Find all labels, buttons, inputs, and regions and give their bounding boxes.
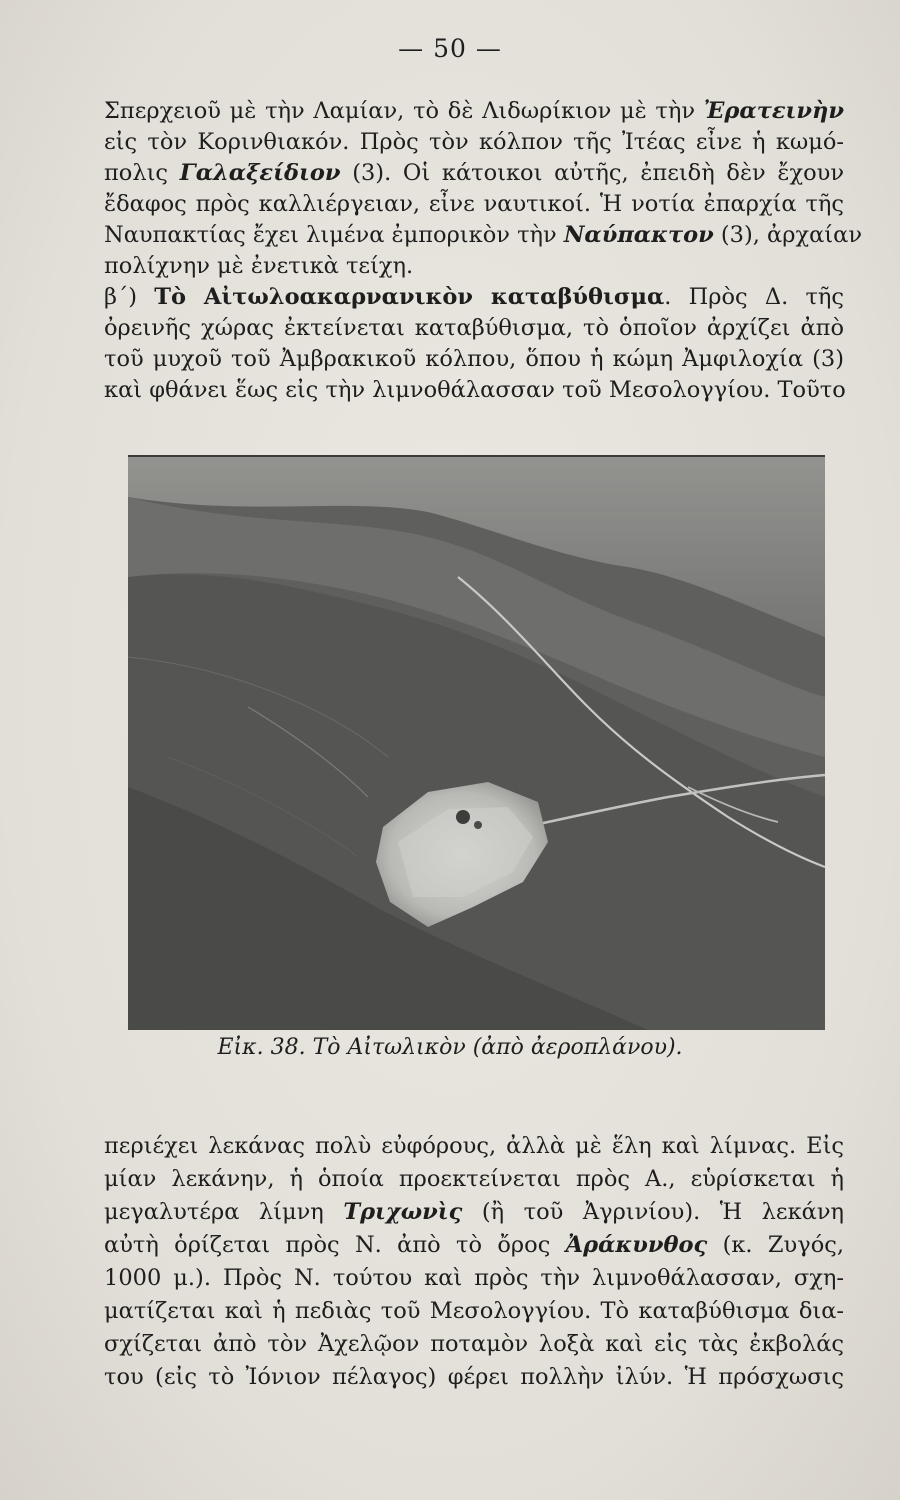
place-name: Γαλαξείδιον: [179, 160, 341, 186]
page-number: — 50 —: [398, 34, 502, 63]
paragraph-2: [104, 282, 844, 406]
text-line: πολίχνην μὲ ἐνετικὰ τείχη.: [104, 253, 414, 279]
text-line: ὀρεινῆς χώρας ἐκτείνεται καταβύθισμα, τὸ ὁποῖον ἀρχίζει ἀπὸ: [104, 315, 844, 341]
place-name: Ναύπακτον: [563, 222, 714, 248]
text-line: 1000 μ.). Πρὸς Ν. τούτου καὶ πρὸς τὴν λιμνοθάλασσαν, σχη-: [104, 1265, 844, 1291]
text-line: β΄) Τὸ Αἰτωλοακαρνανικὸν καταβύθισμα. Πρὸς Δ. τῆς: [104, 284, 844, 310]
bottom-text-block: [104, 1130, 844, 1394]
text-line: αὐτὴ ὁρίζεται πρὸς Ν. ἀπὸ τὸ ὄρος Ἀράκυνθος (κ. Ζυγός,: [104, 1232, 844, 1258]
place-name: Ἀράκυνθος: [565, 1232, 708, 1258]
text-line: περιέχει λεκάνας πολὺ εὐφόρους, ἀλλὰ μὲ ἕλη καὶ λίμνας. Εἰς: [104, 1133, 844, 1159]
text-line: εἰς τὸν Κορινθιακόν. Πρὸς τὸν κόλπον τῆς Ἰτέας εἶνε ἡ κωμό-: [104, 129, 844, 155]
figure-caption: Εἰκ. 38. Τὸ Αἰτωλικὸν (ἀπὸ ἀεροπλάνου).: [217, 1035, 683, 1060]
text-line: ματίζεται καὶ ἡ πεδιὰς τοῦ Μεσολογγίου. Τὸ καταβύθισμα δια-: [104, 1298, 844, 1324]
place-name: Τριχωνὶς: [343, 1199, 463, 1225]
text-line: Σπερχειοῦ μὲ τὴν Λαμίαν, τὸ δὲ Λιδωρίκιον μὲ τὴν Ἐρατεινὴν: [104, 98, 844, 124]
text-line: μεγαλυτέρα λίμνη Τριχωνὶς (ἢ τοῦ Ἀγρινίου). Ἡ λεκάνη: [104, 1199, 844, 1225]
aerial-photo-illustration: [128, 457, 825, 1030]
text-line: του (εἰς τὸ Ἰόνιον πέλαγος) φέρει πολλὴν ἰλύν. Ἡ πρόσχωσις: [104, 1364, 844, 1390]
paragraph-1: [104, 96, 863, 282]
text-line: σχίζεται ἀπὸ τὸν Ἀχελῷον ποταμὸν λοξὰ καὶ εἰς τὰς ἐκβολάς: [104, 1331, 844, 1357]
place-name: Ἐρατεινὴν: [703, 98, 844, 124]
text-line: ἔδαφος πρὸς καλλιέργειαν, εἶνε ναυτικοί. Ἡ νοτία ἐπαρχία τῆς: [104, 191, 844, 217]
text-line: καὶ φθάνει ἕως εἰς τὴν λιμνοθάλασσαν τοῦ Μεσολογγίου. Τοῦτο: [104, 377, 846, 403]
paragraph-3: [104, 1130, 844, 1394]
text-line: πολις Γαλαξείδιον (3). Οἱ κάτοικοι αὐτῆς, ἐπειδὴ δὲν ἔχουν: [104, 160, 845, 186]
text-line: μίαν λεκάνην, ἡ ὁποία προεκτείνεται πρὸς Α., εὑρίσκεται ἡ: [104, 1166, 844, 1192]
text-line: Ναυπακτίας ἔχει λιμένα ἐμπορικὸν τὴν Ναύπακτον (3), ἀρχαίαν: [104, 222, 863, 248]
section-heading: Τὸ Αἰτωλοακαρνανικὸν καταβύθισμα: [154, 284, 665, 310]
top-text-block: [104, 96, 863, 406]
aerial-photo: [128, 455, 825, 1030]
text-line: τοῦ μυχοῦ τοῦ Ἀμβρακικοῦ κόλπου, ὅπου ἡ κώμη Ἀμφιλοχία (3): [104, 346, 844, 372]
